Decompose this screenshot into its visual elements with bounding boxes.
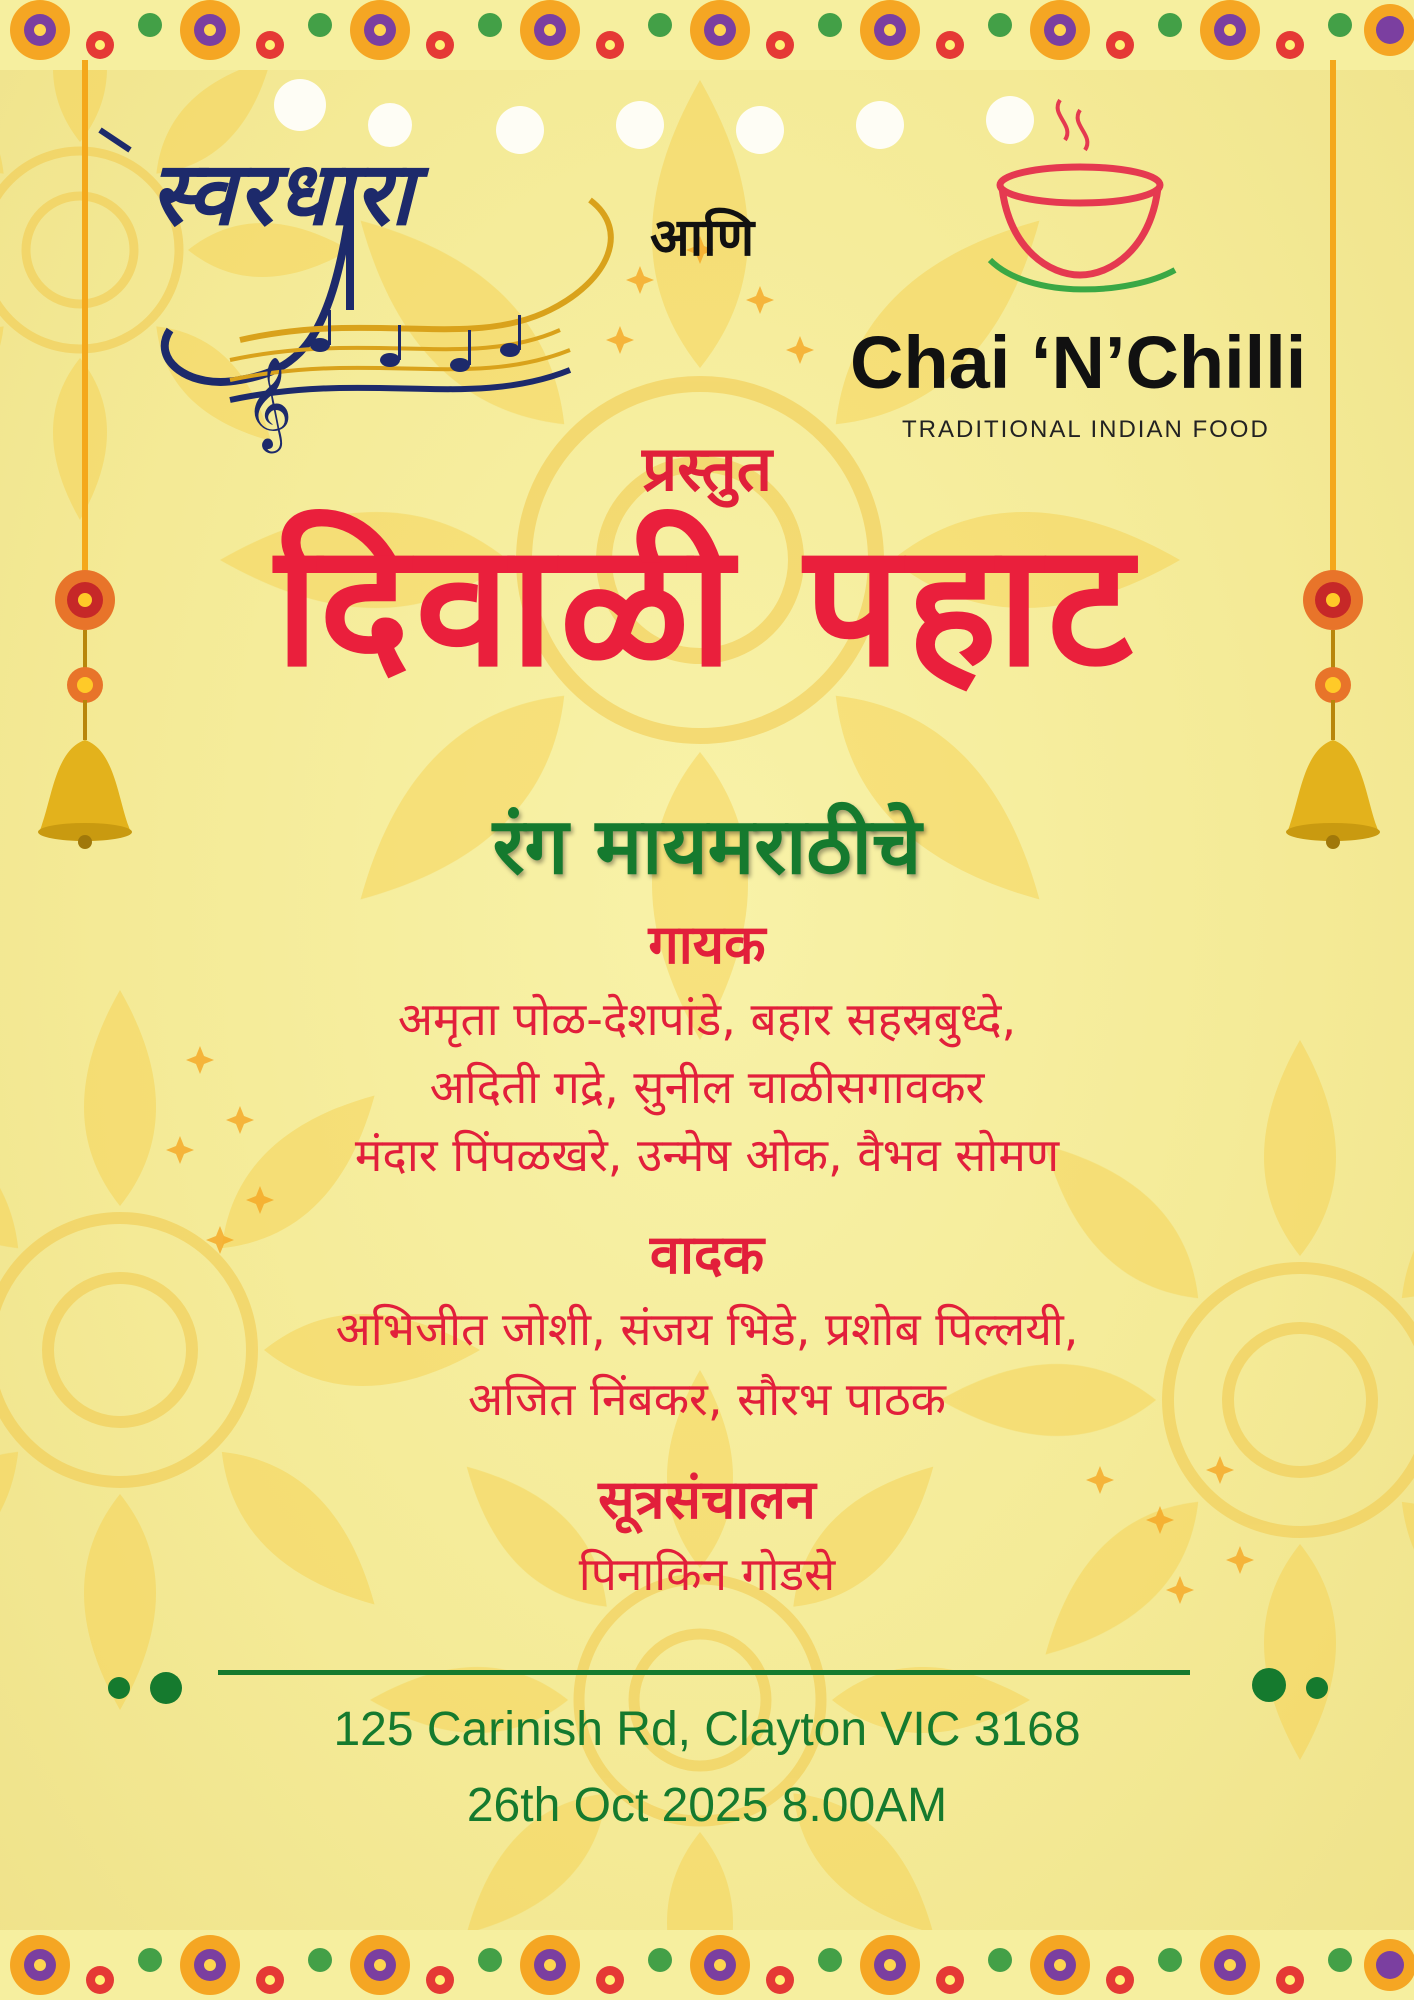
divider (218, 1670, 1190, 1675)
page-title: दिवाळी पहाट (275, 505, 1139, 705)
singers-line: अदिती गद्रे, सुनील चाळीसगावकर (429, 1060, 985, 1114)
chai-n-chilli-logo (850, 90, 1330, 443)
flower-border-bottom-icon (0, 1930, 1414, 2000)
singers-line: मंदार पिंपळखरे, उन्मेष ओक, वैभव सोमण (354, 1128, 1060, 1182)
musicians-line: अजित निंबकर, सौरभ पाठक (467, 1372, 946, 1426)
divider-dot (108, 1677, 130, 1699)
event-address: 125 Carinish Rd, Clayton VIC 3168 (333, 1703, 1081, 1756)
host-name: पिनाकिन गोडसे (578, 1547, 836, 1601)
event-datetime: 26th Oct 2025 8.00AM (466, 1779, 948, 1832)
svg-text:𝄞: 𝄞 (245, 356, 293, 449)
singers-heading: गायक (648, 913, 766, 976)
flower-border-top-icon (0, 0, 1414, 70)
subtitle: रंग मायमराठीचे (492, 802, 922, 892)
divider-dot (1252, 1668, 1286, 1702)
singers-line: अमृता पोळ-देशपांडे, बहार सहस्रबुध्दे, (397, 992, 1017, 1046)
host-heading: सूत्रसंचालन (598, 1468, 816, 1531)
musicians-heading: वादक (649, 1223, 765, 1286)
bowl-icon (980, 90, 1180, 300)
musicians-line: अभिजीत जोशी, संजय भिडे, प्रशोब पिल्लयी, (335, 1302, 1079, 1356)
swardhara-wordmark: स्वरधारा (150, 141, 415, 245)
chai-n-chilli-wordmark: Chai ‘N’Chilli (850, 321, 1307, 404)
divider-dot (1306, 1677, 1328, 1699)
connector-text: आणि (650, 208, 755, 268)
presents-text: प्रस्तुत (641, 432, 773, 505)
divider-dot (150, 1672, 182, 1704)
chai-tagline: TRADITIONAL INDIAN FOOD (902, 416, 1270, 443)
